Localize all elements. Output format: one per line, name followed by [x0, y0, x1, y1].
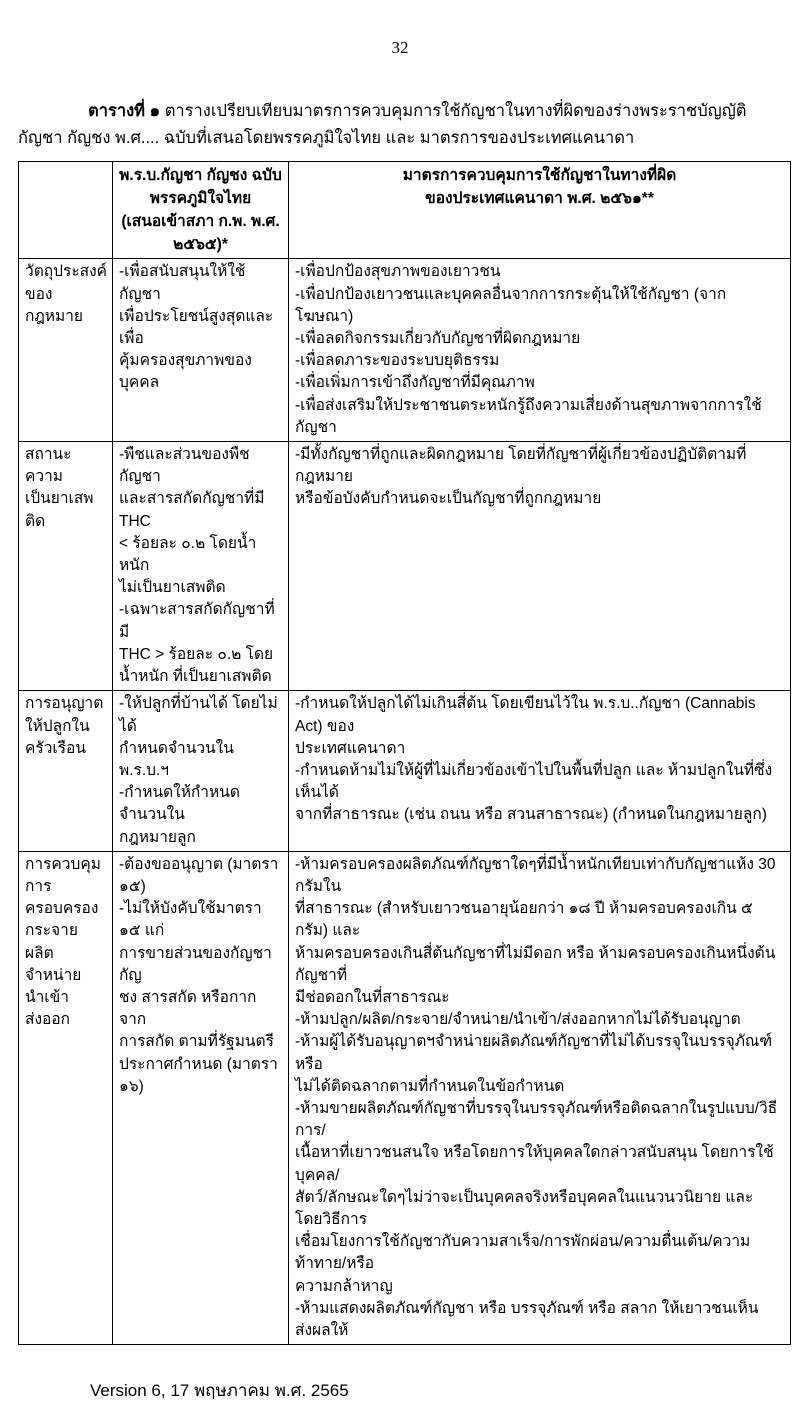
document-title	[18, 98, 780, 151]
row-label-cell	[19, 442, 113, 691]
text-line: สัตว์/ลักษณะใดๆไม่ว่าจะเป็นบุคคลจริงหรือบุคคลในแนวนวนิยาย และ โดยวิธีการ	[295, 1188, 758, 1228]
canada-cell	[289, 259, 791, 442]
header-cell-canada	[289, 162, 791, 259]
table-row-purpose	[19, 259, 791, 442]
text-line: ครอบครอง	[25, 900, 99, 918]
text-line: -เฉพาะสารสกัดกัญชาที่มี	[119, 601, 275, 641]
text-line: -เพื่อลดกิจกรรมเกี่ยวกับกัญชาที่ผิดกฎหมาย	[295, 330, 581, 348]
thai-bill-cell	[113, 442, 289, 691]
text-line: ไม่เป็นยาเสพติด	[119, 579, 226, 597]
text-line: -ห้ามครอบครองผลิตภัณฑ์กัญชาใดๆที่มีน้ำหนักเทียบเท่ากับกัญชาแห้ง 30 กรัมใน	[295, 855, 780, 895]
text-line: กระจาย ผลิต	[25, 922, 83, 962]
text-line: การควบคุม	[25, 855, 101, 873]
text-line: จากที่สาธารณะ (เช่น ถนน หรือ สวนสาธารณะ) (กำหนดในกฎหมายลูก)	[295, 806, 767, 824]
row-label-cell	[19, 259, 113, 442]
canada-cell	[289, 442, 791, 691]
text-line: -กำหนดห้ามไม่ให้ผู้ที่ไม่เกี่ยวข้องเข้าไปในพื้นที่ปลูก และ ห้ามปลูกในที่ซึ่งเห็นได้	[295, 761, 773, 802]
text-line: และสารสกัดกัญชาที่มี THC	[119, 490, 269, 530]
text-line: -กำหนดให้กำหนดจำนวนใน	[119, 784, 240, 824]
text-line: การ	[25, 877, 52, 895]
page-number: 32	[391, 38, 409, 57]
text-line: -เพื่อปกป้องเยาวชนและบุคคลอื่นจากการกระตุ้นให้ใช้กัญชา (จากโฆษณา)	[295, 285, 727, 325]
text-line: -ต้องขออนุญาต (มาตรา	[119, 855, 279, 873]
text-line: มาตรการควบคุมการใช้กัญชาในทางที่ผิด	[402, 167, 677, 185]
row-label-cell	[19, 851, 113, 1344]
text-line: ไม่ได้ติดฉลากตามที่กำหนดในข้อกำหนด	[295, 1077, 565, 1095]
text-line: เนื้อหาที่เยาวชนสนใจ หรือโดยการให้บุคคลใดกล่าวสนับสนุน โดยการใช้บุคคล/	[295, 1144, 774, 1184]
text-line: ความกล้าหาญ	[295, 1277, 393, 1295]
text-line: เพื่อประโยชน์สูงสุดและเพื่อ	[119, 307, 274, 348]
text-line: พรรคภูมิใจไทย	[149, 190, 252, 208]
text-line: ประเทศแคนาดา	[295, 739, 406, 757]
text-line: -ห้ามขายผลิตภัณฑ์กัญชาที่บรรจุในบรรจุภัณฑ์หรือติดฉลากในรูปแบบ/วิธีการ/	[295, 1099, 778, 1140]
text-line: ของประเทศแคนาดา พ.ศ. ๒๕๖๑**	[425, 190, 654, 208]
text-line: ให้ปลูกใน	[25, 717, 90, 735]
text-line: -เพื่อส่งเสริมให้ประชาชนตระหนักรู้ถึงความเสี่ยงด้านสุขภาพจากการใช้กัญชา	[295, 396, 762, 436]
canada-cell	[289, 851, 791, 1344]
table-row-possession-control	[19, 851, 791, 1344]
text-line: THC > ร้อยละ ๐.๒ โดย	[119, 645, 274, 663]
comparison-table	[18, 161, 791, 1345]
canada-cell	[289, 691, 791, 851]
text-line: ชง สารสกัด หรือกากจาก	[119, 988, 257, 1029]
text-line: พ.ร.บ.กัญชา กัญชง ฉบับ	[119, 167, 282, 185]
text-line: เป็นยาเสพติด	[25, 490, 94, 530]
text-line: นำเข้า	[25, 988, 69, 1006]
text-line: (เสนอเข้าสภา ก.พ. พ.ศ.	[121, 213, 280, 231]
text-line: ที่สาธารณะ (สำหรับเยาวชนอายุน้อยกว่า ๑๘ ปี ห้ามครอบครองเกิน ๕ กรัม) และ	[295, 900, 758, 940]
text-line: การสกัด ตามที่รัฐมนตรี	[119, 1033, 274, 1051]
table-row-narcotic-status	[19, 442, 791, 691]
text-line: ครัวเรือน	[25, 739, 86, 757]
text-line: -ให้ปลูกที่บ้านได้ โดยไม่ได้	[119, 695, 278, 735]
thai-bill-cell	[113, 851, 289, 1344]
text-line: < ร้อยละ ๐.๒ โดยน้ำหนัก	[119, 534, 257, 575]
document-title-text: ตารางเปรียบเทียบมาตรการควบคุมการใช้กัญชาในทางที่ผิดของร่างพระราชบัญญัติกัญชา กัญชง พ.ศ.... ฉบับที่เสนอโดยพรรคภูมิใจไทย และ มาตรการของประเทศแคนาดา	[18, 102, 747, 147]
header-cell-row-label	[19, 162, 113, 259]
text-line: -เพื่อปกป้องสุขภาพของเยาวชน	[295, 263, 501, 281]
row-label-cell	[19, 691, 113, 851]
text-line: การอนุญาต	[25, 695, 104, 713]
thai-bill-cell	[113, 691, 289, 851]
text-line: การขายส่วนของกัญชา กัญ	[119, 944, 277, 984]
document-title-prefix: ตารางที่ ๑	[88, 102, 161, 120]
text-line: คุ้มครองสุขภาพของบุคคล	[119, 352, 252, 392]
text-line: หรือข้อบังคับกำหนดจะเป็นกัญชาที่ถูกกฎหมาย	[295, 490, 602, 508]
text-line: ของกฎหมาย	[25, 285, 84, 325]
text-line: -เพื่อลดภาระของระบบยุติธรรม	[295, 352, 500, 370]
header-cell-thai-bill	[113, 162, 289, 259]
version-footer: Version 6, 17 พฤษภาคม พ.ศ. 2565	[90, 1381, 349, 1401]
text-line: -เพื่อสนับสนุนให้ใช้กัญชา	[119, 263, 246, 303]
text-line: สถานะความ	[25, 446, 72, 486]
text-line: -มีทั้งกัญชาที่ถูกและผิดกฎหมาย โดยที่กัญชาที่ผู้เกี่ยวข้องปฏิบัติตามที่กฎหมาย	[295, 446, 747, 486]
text-line: มีช่อดอกในที่สาธารณะ	[295, 988, 450, 1006]
text-line: ๒๕๖๕)*	[173, 236, 228, 254]
text-line: ๑๕)	[119, 877, 146, 895]
text-line: วัตถุประสงค์	[25, 263, 108, 281]
thai-bill-cell	[113, 259, 289, 442]
text-line: น้ำหนัก ที่เป็นยาเสพติด	[119, 668, 272, 686]
text-line: -กำหนดให้ปลูกได้ไม่เกินสี่ต้น โดยเขียนไว้ใน พ.ร.บ..กัญชา (Cannabis Act) ของ	[295, 695, 760, 735]
text-line: -ห้ามปลูก/ผลิต/กระจาย/จำหน่าย/นำเข้า/ส่งออกหากไม่ได้รับอนุญาต	[295, 1011, 741, 1029]
text-line: -พืชและส่วนของพืชกัญชา	[119, 446, 250, 486]
text-line: -ห้ามแสดงผลิตภัณฑ์กัญชา หรือ บรรจุภัณฑ์ หรือ สลาก ให้เยาวชนเห็น ส่งผลให้	[295, 1299, 772, 1339]
table-header-row	[19, 162, 791, 259]
text-line: เชื่อมโยงการใช้กัญชากับความสาเร็จ/การพักผ่อน/ความตื่นเต้น/ความท้าทาย/หรือ	[295, 1233, 751, 1273]
text-line: ประกาศกำหนด (มาตรา ๑๖)	[119, 1055, 283, 1095]
text-line: จำหน่าย	[25, 966, 82, 984]
text-line: ส่งออก	[25, 1011, 71, 1029]
text-line: กฎหมายลูก	[119, 828, 196, 846]
table-row-home-growing	[19, 691, 791, 851]
text-line: -เพื่อเพิ่มการเข้าถึงกัญชาที่มีคุณภาพ	[295, 374, 535, 392]
text-line: -ห้ามผู้ได้รับอนุญาตฯจำหน่ายผลิตภัณฑ์กัญชาที่ไม่ได้บรรจุในบรรจุภัณฑ์หรือ	[295, 1033, 773, 1073]
text-line: ห้ามครอบครองเกินสี่ต้นกัญชาที่ไม่มีดอก หรือ ห้ามครอบครองเกินหนึ่งต้นกัญชาที่	[295, 944, 776, 984]
text-line: กำหนดจำนวนใน พ.ร.บ.ฯ	[119, 739, 239, 779]
text-line: -ไม่ให้บังคับใช้มาตรา ๑๕ แก่	[119, 900, 266, 940]
